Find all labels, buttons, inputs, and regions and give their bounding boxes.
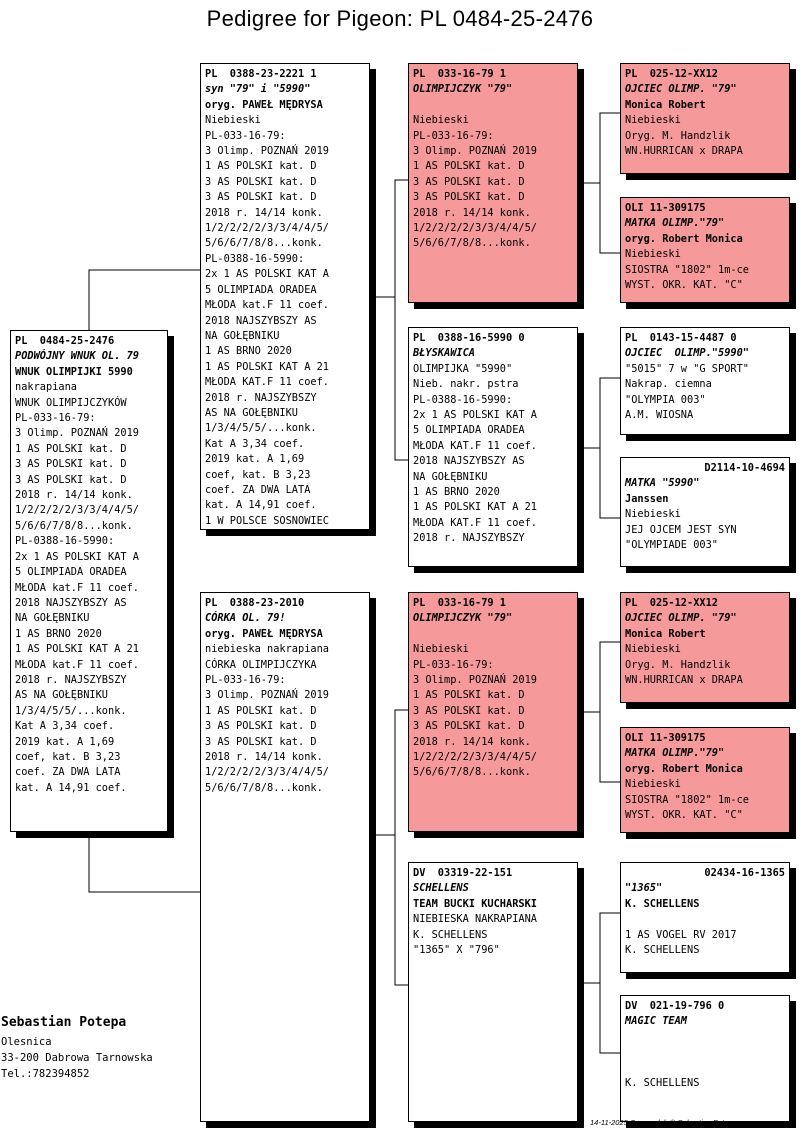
pedigree-line	[625, 1061, 785, 1076]
pedigree-line: K. SCHELLENS	[625, 944, 700, 957]
pedigree-line: MŁODA kat.F 11 coef.	[205, 299, 329, 312]
pigeon-name: MATKA OLIMP."79"	[625, 217, 725, 230]
pedigree-line: WNUK OLIMPIJKI 5990	[15, 365, 133, 378]
ring-number: PL 033-16-79 1	[413, 597, 506, 609]
pedigree-line: CÓRKA OLIMPIJCZYKA	[205, 658, 317, 671]
pigeon-name: OJCIEC OLIMP."5990"	[625, 347, 749, 360]
pedigree-line: 3 AS POLSKI kat. D	[15, 473, 127, 486]
pedigree-line: WYST. OKR. KAT. "C"	[625, 809, 743, 822]
pedigree-line: PL-033-16-79:	[413, 658, 494, 671]
pedigree-line: PL-033-16-79:	[205, 674, 286, 687]
pigeon-name: OLIMPIJCZYK "79"	[413, 612, 513, 625]
pedigree-line	[413, 98, 573, 113]
pigeon-name: "1365"	[625, 882, 663, 895]
pedigree-line: Kat A 3,34 coef.	[15, 720, 115, 733]
pedigree-line: niebieska nakrapiana	[205, 643, 329, 656]
pedigree-line: oryg. PAWEŁ MĘDRYSA	[205, 98, 323, 111]
pedigree-line: 2018 r. 14/14 konk.	[413, 206, 531, 219]
pedigree-line: Niebieski	[413, 643, 469, 656]
pedigree-line: WN.HURRICAN x DRAPA	[625, 674, 743, 687]
pedigree-line: WN.HURRICAN x DRAPA	[625, 145, 743, 158]
pedigree-box-dam-dam-sire[interactable]	[620, 862, 790, 973]
pedigree-line: Oryg. M. Handzlik	[625, 129, 731, 142]
pedigree-box-sire-dam-sire[interactable]	[620, 327, 790, 435]
pedigree-line: 5/6/6/7/8/8...konk.	[205, 237, 323, 250]
pedigree-line	[625, 1030, 785, 1045]
pedigree-line: 1 AS POLSKI KAT A 21	[15, 643, 139, 656]
pedigree-box-dam-sire-dam[interactable]	[620, 727, 790, 833]
pedigree-line: 1 AS BRNO 2020	[413, 486, 500, 499]
pedigree-box-dam-sire-sire[interactable]	[620, 592, 790, 703]
pedigree-line: 1/2/2/2/2/3/3/4/4/5/	[413, 751, 537, 764]
pedigree-line: "OLYMPIA 003"	[625, 393, 706, 406]
pedigree-line: Niebieski	[413, 114, 469, 127]
pedigree-line: coef. ZA DWA LATA	[205, 483, 311, 496]
pedigree-box-sire-sire-dam[interactable]	[620, 197, 790, 303]
owner-address: 33-200 Dabrowa Tarnowska	[1, 1052, 153, 1064]
ring-number: PL 0388-23-2221 1	[205, 68, 317, 80]
pedigree-line: 1 AS POLSKI kat. D	[413, 160, 525, 173]
ring-number: PL 0388-16-5990 0	[413, 332, 525, 344]
pedigree-line: 2018 r. NAJSZYBSZY	[413, 532, 525, 545]
connector-dam-dd	[395, 835, 408, 985]
pedigree-line: PL-033-16-79:	[15, 412, 96, 425]
pedigree-line: 2018 r. NAJSZYBSZY	[15, 673, 127, 686]
pedigree-line: PL-033-16-79:	[413, 129, 494, 142]
pedigree-line: Janssen	[625, 492, 669, 505]
owner-name: Sebastian Potepa	[1, 1015, 127, 1030]
pedigree-line: 1/2/2/2/2/3/3/4/4/5/	[205, 766, 329, 779]
pedigree-line: 2018 NAJSZYBSZY AS	[205, 314, 317, 327]
pedigree-line: 5/6/6/7/8/8...konk.	[15, 519, 133, 532]
pedigree-line: 5/6/6/7/8/8...konk.	[205, 781, 323, 794]
connector-ss-ssd	[600, 183, 620, 253]
pedigree-line: 2018 NAJSZYBSZY AS	[413, 455, 525, 468]
pedigree-line: MŁODA kat.F 11 coef.	[15, 658, 139, 671]
pedigree-line: coef. ZA DWA LATA	[15, 766, 121, 779]
pedigree-line: 2018 NAJSZYBSZY AS	[15, 596, 127, 609]
pedigree-line	[625, 912, 785, 927]
ring-number: DV 03319-22-151	[413, 867, 513, 879]
connector-sire-ss	[370, 180, 408, 297]
pigeon-name: BŁYSKAWICA	[413, 347, 475, 360]
pedigree-line: SIOSTRA "1802" 1m-ce	[625, 793, 749, 806]
pedigree-line: kat. A 14,91 coef.	[205, 499, 317, 512]
pedigree-line: coef, kat. B 3,23	[15, 750, 121, 763]
pedigree-line: WNUK OLIMPIJCZYKÓW	[15, 396, 127, 409]
pigeon-name: syn "79" i "5990"	[205, 83, 311, 96]
ring-number: PL 033-16-79 1	[413, 68, 506, 80]
pedigree-line: AS NA GOŁĘBNIKU	[15, 689, 108, 702]
pedigree-line: MŁODA KAT.F 11 coef.	[413, 439, 537, 452]
connector-ss-sss	[578, 113, 620, 183]
pedigree-line: SIOSTRA "1802" 1m-ce	[625, 263, 749, 276]
pedigree-line: NA GOŁĘBNIKU	[15, 612, 90, 625]
pedigree-line: 1 W POLSCE SOSNOWIEC	[205, 514, 329, 527]
owner-info	[1, 1012, 153, 1082]
pedigree-line: PL-033-16-79:	[205, 129, 286, 142]
pedigree-line: PL-0388-16-5990:	[205, 252, 305, 265]
pedigree-line: 2x 1 AS POLSKI KAT A	[205, 268, 329, 281]
ring-number: D2114-10-4694	[704, 462, 785, 474]
connector-main-sire	[89, 270, 200, 330]
pedigree-line: Niebieski	[625, 508, 681, 521]
pedigree-line: "OLYMPIADE 003"	[625, 539, 718, 552]
pedigree-line: Monica Robert	[625, 627, 706, 640]
pedigree-line: 5/6/6/7/8/8...konk.	[413, 766, 531, 779]
ring-number: PL 0143-15-4487 0	[625, 332, 737, 344]
pedigree-line: TEAM BUCKI KUCHARSKI	[413, 897, 537, 910]
pedigree-line: Monica Robert	[625, 98, 706, 111]
connector-main-dam	[89, 832, 200, 892]
pedigree-line: "5015" 7 w "G SPORT"	[625, 362, 749, 375]
ring-number: PL 025-12-XX12	[625, 597, 718, 609]
pedigree-line	[413, 627, 573, 642]
pedigree-line: Niebieski	[625, 643, 681, 656]
ring-number: PL 0484-25-2476	[15, 335, 115, 347]
pedigree-line: 1 AS POLSKI KAT A 21	[413, 501, 537, 514]
pedigree-line: A.M. WIOSNA	[625, 409, 694, 422]
connector-sire-sd	[395, 297, 408, 460]
owner-city: Olesnica	[1, 1036, 52, 1048]
pedigree-line: Oryg. M. Handzlik	[625, 658, 731, 671]
pedigree-box-dam-dam-dam[interactable]	[620, 995, 790, 1122]
pedigree-line: Niebieski	[205, 114, 261, 127]
pedigree-line: MŁODA KAT.F 11 coef.	[205, 376, 329, 389]
pedigree-line: 1/3/4/5/5/...konk.	[15, 704, 127, 717]
pedigree-line: 3 Olimp. POZNAŃ 2019	[413, 145, 537, 158]
pedigree-line: Kat A 3,34 coef.	[205, 437, 305, 450]
pedigree-line: WYST. OKR. KAT. "C"	[625, 279, 743, 292]
pedigree-line: 1/2/2/2/2/3/3/4/4/5/	[413, 222, 537, 235]
pedigree-box-sire-sire[interactable]	[408, 63, 578, 303]
pedigree-line: 3 AS POLSKI kat. D	[413, 720, 525, 733]
pedigree-line: Niebieski	[625, 114, 681, 127]
pedigree-line: oryg. PAWEŁ MĘDRYSA	[205, 627, 323, 640]
pedigree-box-dam[interactable]	[200, 592, 370, 1122]
pedigree-line: 1/2/2/2/2/3/3/4/4/5/	[205, 222, 329, 235]
pedigree-box-sire[interactable]	[200, 63, 370, 530]
ring-number: 02434-16-1365	[704, 867, 785, 879]
pedigree-line: NA GOŁĘBNIKU	[205, 329, 280, 342]
footer-credit: 14-11-2025 Compuclub © Sebastian Potepa	[590, 1118, 737, 1127]
pedigree-line: 3 Olimp. POZNAŃ 2019	[15, 427, 139, 440]
ring-number: OLI 11-309175	[625, 732, 706, 744]
connector-sd-sdd	[600, 448, 620, 518]
pedigree-line: 2018 r. 14/14 konk.	[205, 751, 323, 764]
pedigree-line	[625, 1045, 785, 1060]
pedigree-line: 2018 r. 14/14 konk.	[205, 206, 323, 219]
pedigree-line: K. SCHELLENS	[625, 897, 700, 910]
connector-sd-sds	[578, 378, 620, 448]
connector-dd-dds	[578, 913, 620, 983]
owner-phone: Tel.:782394852	[1, 1068, 90, 1080]
connector-ds-dss	[578, 642, 620, 712]
pigeon-name: SCHELLENS	[413, 882, 469, 895]
pedigree-box-dam-sire[interactable]	[408, 592, 578, 832]
connector-dam-ds	[370, 710, 408, 835]
pedigree-line: MŁODA KAT.F 11 coef.	[413, 516, 537, 529]
pedigree-line: 3 Olimp. POZNAŃ 2019	[205, 689, 329, 702]
page-title: Pedigree for Pigeon: PL 0484-25-2476	[206, 6, 594, 31]
pedigree-line: PL-0388-16-5990:	[413, 393, 513, 406]
pedigree-box-main[interactable]	[10, 330, 168, 832]
pedigree-line: 5 OLIMPIADA ORADEA	[413, 424, 525, 437]
pigeon-name: MAGIC TEAM	[625, 1015, 687, 1028]
pedigree-box-sire-sire-sire[interactable]	[620, 63, 790, 174]
pedigree-box-dam-dam[interactable]	[408, 862, 578, 1122]
pedigree-line: 3 AS POLSKI kat. D	[205, 735, 317, 748]
pedigree-line: 3 AS POLSKI kat. D	[413, 704, 525, 717]
pigeon-name: PODWÓJNY WNUK OL. 79	[15, 350, 139, 363]
pedigree-line: 1/2/2/2/2/3/3/4/4/5/	[15, 504, 139, 517]
pedigree-line: K. SCHELLENS	[413, 928, 488, 941]
pedigree-line: 1 AS POLSKI kat. D	[205, 704, 317, 717]
ring-number: DV 021-19-796 0	[625, 1000, 725, 1012]
connector-ds-dsd	[600, 712, 620, 782]
pedigree-line: 3 AS POLSKI kat. D	[205, 175, 317, 188]
pigeon-name: MATKA "5990"	[625, 477, 700, 490]
pedigree-line: 3 AS POLSKI kat. D	[205, 191, 317, 204]
ring-number: OLI 11-309175	[625, 202, 706, 214]
pedigree-line: 1 AS POLSKI kat. D	[413, 689, 525, 702]
pedigree-line: 2019 kat. A 1,69	[15, 735, 115, 748]
pedigree-line: coef, kat. B 3,23	[205, 468, 311, 481]
pigeon-name: OJCIEC OLIMP. "79"	[625, 612, 737, 625]
pedigree-line: 1 AS POLSKI kat. D	[15, 442, 127, 455]
pedigree-line: Niebieski	[625, 778, 681, 791]
pedigree-line: 1 AS POLSKI kat. D	[205, 160, 317, 173]
pedigree-line: 5 OLIMPIADA ORADEA	[205, 283, 317, 296]
pedigree-line: AS NA GOŁĘBNIKU	[205, 406, 298, 419]
pedigree-line: 1 AS BRNO 2020	[15, 627, 102, 640]
pedigree-line: 2x 1 AS POLSKI KAT A	[413, 409, 537, 422]
pedigree-box-sire-dam-dam[interactable]	[620, 457, 790, 567]
pedigree-line: 1 AS BRNO 2020	[205, 345, 292, 358]
pedigree-line: 3 AS POLSKI kat. D	[15, 458, 127, 471]
pedigree-line: 2x 1 AS POLSKI KAT A	[15, 550, 139, 563]
pedigree-line: 3 Olimp. POZNAŃ 2019	[413, 674, 537, 687]
pedigree-line: 1/3/4/5/5/...konk.	[205, 422, 317, 435]
pigeon-name: OLIMPIJCZYK "79"	[413, 83, 513, 96]
pedigree-line: 3 AS POLSKI kat. D	[413, 191, 525, 204]
pedigree-box-sire-dam[interactable]	[408, 327, 578, 567]
pedigree-line: kat. A 14,91 coef.	[15, 781, 127, 794]
pedigree-line: 3 Olimp. POZNAŃ 2019	[205, 145, 329, 158]
pedigree-line: 5 OLIMPIADA ORADEA	[15, 566, 127, 579]
pedigree-line: 5/6/6/7/8/8...konk.	[413, 237, 531, 250]
pedigree-line: 1 AS POLSKI KAT A 21	[205, 360, 329, 373]
pedigree-line: 1 AS VOGEL RV 2017	[625, 928, 737, 941]
pedigree-line: OLIMPIJKA "5990"	[413, 362, 513, 375]
pedigree-line: nakrapiana	[15, 381, 77, 394]
pedigree-line: 2018 r. 14/14 konk.	[413, 735, 531, 748]
pedigree-line: 3 AS POLSKI kat. D	[413, 175, 525, 188]
pedigree-line: PL-0388-16-5990:	[15, 535, 115, 548]
pedigree-line: Nakrap. ciemna	[625, 378, 712, 391]
pedigree-line: JEJ OJCEM JEST SYN	[625, 523, 737, 536]
pigeon-name: CÓRKA OL. 79!	[205, 612, 286, 625]
ring-number: PL 025-12-XX12	[625, 68, 718, 80]
pigeon-name: OJCIEC OLIMP. "79"	[625, 83, 737, 96]
pedigree-line: NA GOŁĘBNIKU	[413, 470, 488, 483]
pedigree-line: NIEBIESKA NAKRAPIANA	[413, 913, 537, 926]
connector-dd-ddd	[600, 983, 620, 1053]
pedigree-line: K. SCHELLENS	[625, 1077, 700, 1090]
pedigree-line: MŁODA kat.F 11 coef.	[15, 581, 139, 594]
pedigree-line: Niebieski	[625, 248, 681, 261]
pedigree-line: "1365" X "796"	[413, 944, 500, 957]
ring-number: PL 0388-23-2010	[205, 597, 305, 609]
pedigree-line: 2019 kat. A 1,69	[205, 453, 305, 466]
pedigree-line: 2018 r. NAJSZYBSZY	[205, 391, 317, 404]
pedigree-line: 3 AS POLSKI kat. D	[205, 720, 317, 733]
pigeon-name: MATKA OLIMP."79"	[625, 747, 725, 760]
pedigree-line: oryg. Robert Monica	[625, 762, 743, 775]
pedigree-line: 2018 r. 14/14 konk.	[15, 489, 133, 502]
pedigree-line: Nieb. nakr. pstra	[413, 378, 519, 391]
pedigree-line: oryg. Robert Monica	[625, 232, 743, 245]
